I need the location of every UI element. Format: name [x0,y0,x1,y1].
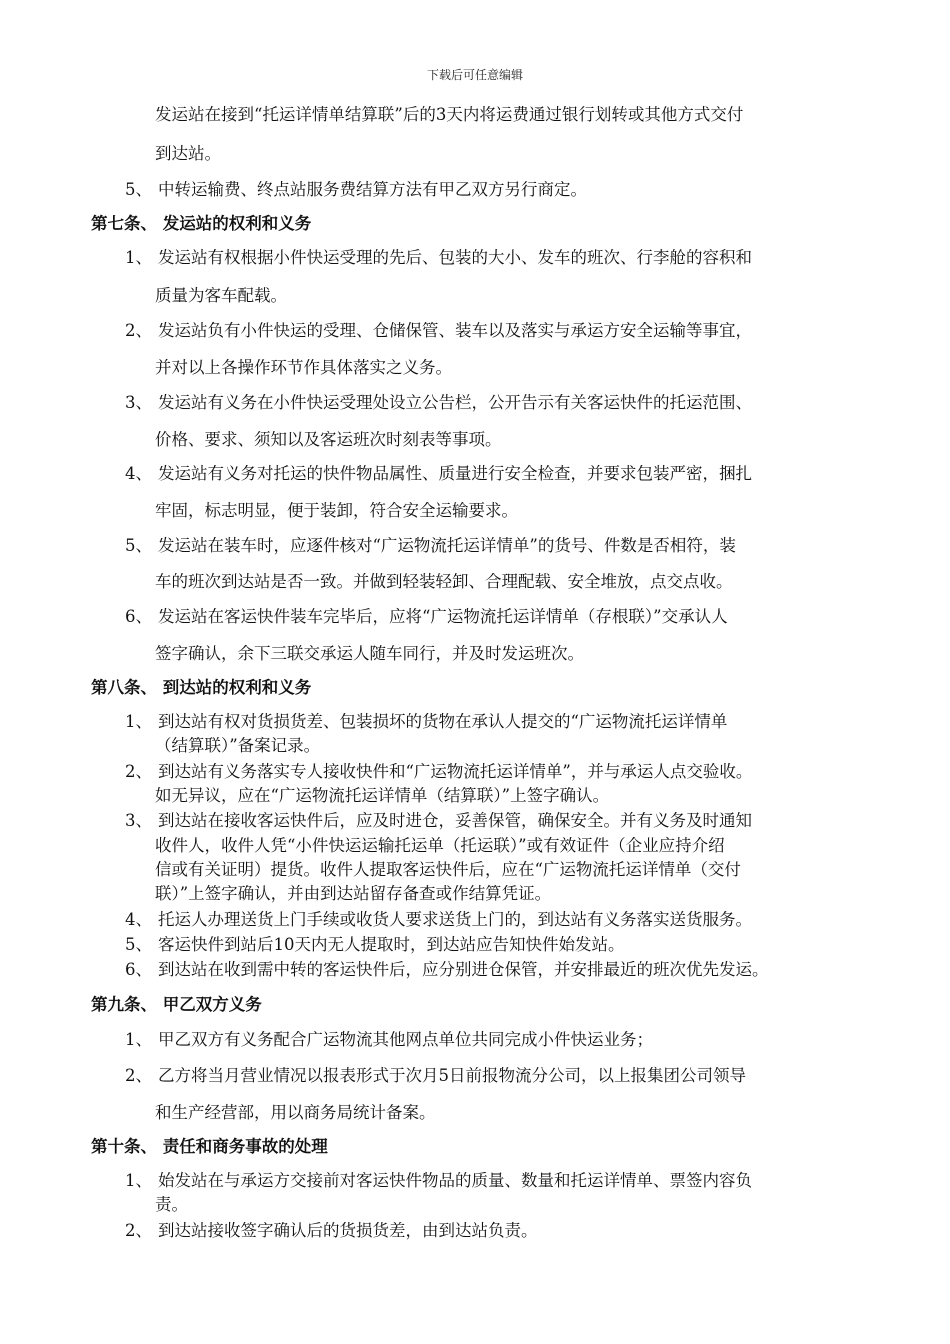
paragraph-line: 始发站在与承运方交接前对客运快件物品的质量、数量和托运详情单、票签内容负 [158,1171,752,1190]
item-number: 1、 [125,712,152,731]
paragraph-line: 和生产经营部，用以商务局统计备案。 [155,1103,436,1122]
paragraph-line: 责。 [155,1195,188,1214]
item-number: 3、 [125,811,152,830]
item-number: 4、 [125,464,152,483]
paragraph-line: 到达站接收签字确认后的货损货差，由到达站负责。 [158,1221,538,1240]
paragraph-line: 发运站有义务对托运的快件物品属性、质量进行安全检查，并要求包装严密，捆扎 [158,464,752,483]
item-number: 1、 [125,1171,152,1190]
item-number: 1、 [125,1030,152,1049]
item-number: 2、 [125,762,152,781]
paragraph-line: 甲乙双方有义务配合广运物流其他网点单位共同完成小件快运业务； [158,1030,653,1049]
item-number: 2、 [125,321,152,340]
paragraph-line: 发运站在客运快件装车完毕后，应将“广运物流托运详情单（存根联）”交承认人 [158,607,728,626]
item-number: 5、 [125,180,152,199]
item-number: 5、 [125,536,152,555]
paragraph-line: 牢固，标志明显，便于装卸，符合安全运输要求。 [155,501,518,520]
paragraph-line: 到达站有义务落实专人接收快件和“广运物流托运详情单”，并与承运人点交验收。 [158,762,753,781]
section-title: 第八条、 到达站的权利和义务 [91,678,312,697]
paragraph-line: 发运站有权根据小件快运受理的先后、包装的大小、发车的班次、行李舱的容积和 [158,248,752,267]
paragraph-line: 到达站在接收客运快件后，应及时进仓，妥善保管，确保安全。并有义务及时通知 [158,811,752,830]
item-number: 4、 [125,910,152,929]
paragraph-line: 质量为客车配载。 [155,286,287,305]
item-number: 3、 [125,393,152,412]
paragraph-line: 到达站有权对货损货差、包装损坏的货物在承认人提交的“广运物流托运详情单 [158,712,728,731]
paragraph-line: 发运站在接到“托运详情单结算联”后的3天内将运费通过银行划转或其他方式交付 [155,105,744,124]
page-header: 下载后可任意编辑 [426,68,523,82]
paragraph-line: 托运人办理送货上门手续或收货人要求送货上门的，到达站有义务落实送货服务。 [158,910,752,929]
item-number: 6、 [125,960,152,979]
item-number: 2、 [125,1066,152,1085]
item-number: 1、 [125,248,152,267]
paragraph-line: 车的班次到达站是否一致。并做到轻装轻卸、合理配载、安全堆放，点交点收。 [155,572,733,591]
item-number: 6、 [125,607,152,626]
paragraph-line: （结算联）”备案记录。 [155,736,321,755]
section-title: 第七条、 发运站的权利和义务 [91,214,312,233]
section-title: 第九条、 甲乙双方义务 [91,995,262,1014]
paragraph-line: 中转运输费、终点站服务费结算方法有甲乙双方另行商定。 [158,180,587,199]
paragraph-line: 到达站。 [155,144,221,163]
paragraph-line: 价格、要求、须知以及客运班次时刻表等事项。 [155,430,502,449]
paragraph-line: 乙方将当月营业情况以报表形式于次月5日前报物流分公司，以上报集团公司领导 [158,1066,746,1085]
paragraph-line: 信或有关证明）提货。收件人提取客运快件后，应在“广运物流托运详情单（交付 [155,860,741,879]
section-title: 第十条、 责任和商务事故的处理 [91,1137,328,1156]
paragraph-line: 到达站在收到需中转的客运快件后，应分别进仓保管，并安排最近的班次优先发运。 [158,960,769,979]
paragraph-line: 并对以上各操作环节作具体落实之义务。 [155,358,452,377]
paragraph-line: 收件人，收件人凭“小件快运运输托运单（托运联）”或有效证件（企业应持介绍 [155,836,725,855]
paragraph-line: 如无异议，应在“广运物流托运详情单（结算联）”上签字确认。 [155,786,610,805]
paragraph-line: 发运站负有小件快运的受理、仓储保管、装车以及落实与承运方安全运输等事宜， [158,321,752,340]
paragraph-line: 客运快件到站后10天内无人提取时，到达站应告知快件始发站。 [158,935,625,954]
item-number: 5、 [125,935,152,954]
item-number: 2、 [125,1221,152,1240]
paragraph-line: 发运站在装车时，应逐件核对“广运物流托运详情单”的货号、件数是否相符，装 [158,536,736,555]
paragraph-line: 联）”上签字确认，并由到达站留存备查或作结算凭证。 [155,884,552,903]
paragraph-line: 发运站有义务在小件快运受理处设立公告栏，公开告示有关客运快件的托运范围、 [158,393,752,412]
paragraph-line: 签字确认，余下三联交承运人随车同行，并及时发运班次。 [155,644,584,663]
